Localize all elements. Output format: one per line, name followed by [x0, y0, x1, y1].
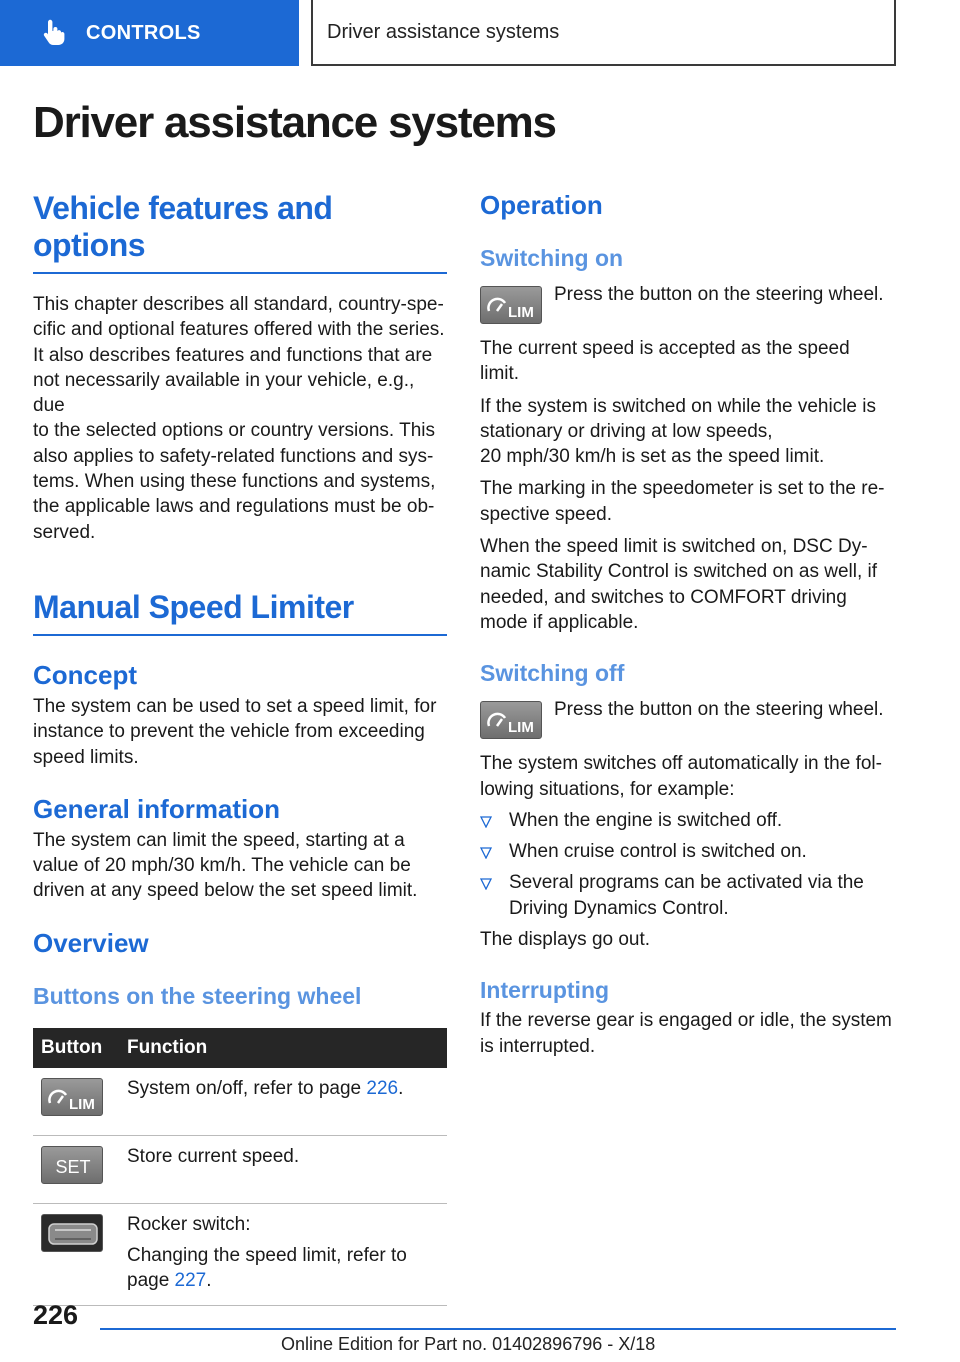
- switching-on-press-text: Press the button on the steering wheel.: [554, 284, 884, 305]
- header-tab-label: CONTROLS: [86, 21, 201, 44]
- switching-on-press-block: [480, 282, 894, 330]
- list-item: When the engine is switched off.: [480, 808, 894, 833]
- switching-off-heading: Switching off: [480, 660, 625, 687]
- header-tab-controls: [0, 0, 299, 66]
- displays-out-text: The displays go out.: [480, 929, 651, 951]
- lim-button-icon: [41, 1078, 103, 1116]
- rocker-switch-description: Changing the speed limit, refer to page 227.: [127, 1244, 407, 1291]
- heading-rule: [33, 634, 447, 636]
- manual-speed-limiter-heading: Manual Speed Limiter: [33, 588, 354, 625]
- operation-heading: Operation: [480, 190, 603, 220]
- table-cell-function: Store current speed.: [119, 1135, 447, 1203]
- header-section-title: [311, 0, 896, 66]
- set-icon-label: SET: [55, 1156, 91, 1177]
- triangle-bullet-icon: [480, 847, 492, 859]
- footer-edition: Online Edition for Part no. 01402896796 - X/18: [281, 1334, 656, 1354]
- switching-on-para: When the speed limit is switched on, DSC Dy- namic Stability Control is switched on as well, if needed, and switches to COMFORT driving mode if applicable.: [480, 536, 878, 633]
- page-number: 226: [33, 1300, 79, 1330]
- rocker-switch-label: Rocker switch:: [127, 1213, 251, 1235]
- concept-heading: Concept: [33, 659, 137, 690]
- table-cell-function: System on/off, refer to page 226.: [119, 1068, 447, 1136]
- switch-off-conditions-list: [480, 808, 894, 921]
- lim-button-icon: [480, 286, 542, 324]
- lim-icon-label: LIM: [508, 304, 534, 321]
- general-information-heading: General information: [33, 793, 281, 824]
- footer-rule: [100, 1328, 896, 1330]
- lim-button-icon: [480, 701, 542, 739]
- switching-on-para: The current speed is accepted as the speed limit.: [480, 338, 850, 385]
- overview-heading: Overview: [33, 927, 149, 958]
- switching-off-press-block: [480, 697, 894, 745]
- rocker-switch-icon: [41, 1214, 103, 1252]
- interrupting-text: If the reverse gear is engaged or idle, the system is interrupted.: [480, 1010, 892, 1057]
- triangle-bullet-icon: [480, 816, 492, 828]
- vehicle-features-heading-line-1: Vehicle features and: [33, 190, 333, 226]
- lim-icon-label: LIM: [69, 1095, 95, 1113]
- left-column: [33, 190, 447, 1306]
- table-cell-function: [119, 1203, 447, 1305]
- list-item: Several programs can be activated via the Driving Dynamics Control.: [480, 870, 894, 921]
- interrupting-heading: Interrupting: [480, 977, 610, 1004]
- set-button-icon: [41, 1146, 103, 1184]
- table-header-function: Function: [119, 1028, 447, 1068]
- lim-icon-label: LIM: [508, 719, 534, 737]
- table-row: [33, 1135, 447, 1203]
- table-row: [33, 1203, 447, 1305]
- hand-pointer-icon: [38, 18, 68, 48]
- buttons-steering-wheel-heading: Buttons on the steering wheel: [33, 982, 362, 1009]
- header-section-title-text: Driver assistance systems: [327, 20, 560, 43]
- general-information-text: The system can limit the speed, starting at a value of 20 mph/30 km/h. The vehicle can be driven at any speed below the set speed limit.: [33, 829, 418, 902]
- concept-text: The system can be used to set a speed limit, for instance to prevent the vehicle from exceeding speed limits.: [33, 695, 437, 768]
- vehicle-features-heading-line-2: options: [33, 227, 146, 263]
- switching-on-para: The marking in the speedometer is set to the re- spective speed.: [480, 478, 885, 525]
- list-item: When cruise control is switched on.: [480, 839, 894, 864]
- switching-on-heading: Switching on: [480, 245, 624, 271]
- right-column: [480, 190, 894, 1059]
- switching-on-para: If the system is switched on while the vehicle is stationary or driving at low speeds, 20 mph/30 km/h is set as the speed limit.: [480, 395, 877, 468]
- triangle-bullet-icon: [480, 878, 492, 890]
- table-header-row: [33, 1028, 447, 1068]
- table-header-button: Button: [33, 1028, 119, 1068]
- switching-off-text: The system switches off automatically in the fol- lowing situations, for example:: [480, 753, 882, 800]
- buttons-function-table: [33, 1028, 447, 1306]
- heading-rule: [33, 272, 447, 274]
- switching-off-press-text: Press the button on the steering wheel.: [554, 699, 884, 721]
- page-title: Driver assistance systems: [33, 98, 556, 147]
- table-row: [33, 1068, 447, 1136]
- vehicle-features-text: This chapter describes all standard, country-spe- cific and optional features offered with the series. It also describes features and functions that are not necessarily available in your vehicle, e.g., due to the selected options or country versions. This also applies to safety-related functions and sys- tems. When using these functions and systems, the applicable laws and regulations must be ob- served.: [33, 294, 445, 543]
- vehicle-features-heading: [33, 190, 447, 264]
- page-link-227[interactable]: 227: [174, 1269, 207, 1291]
- page-link-226[interactable]: 226: [366, 1077, 399, 1099]
